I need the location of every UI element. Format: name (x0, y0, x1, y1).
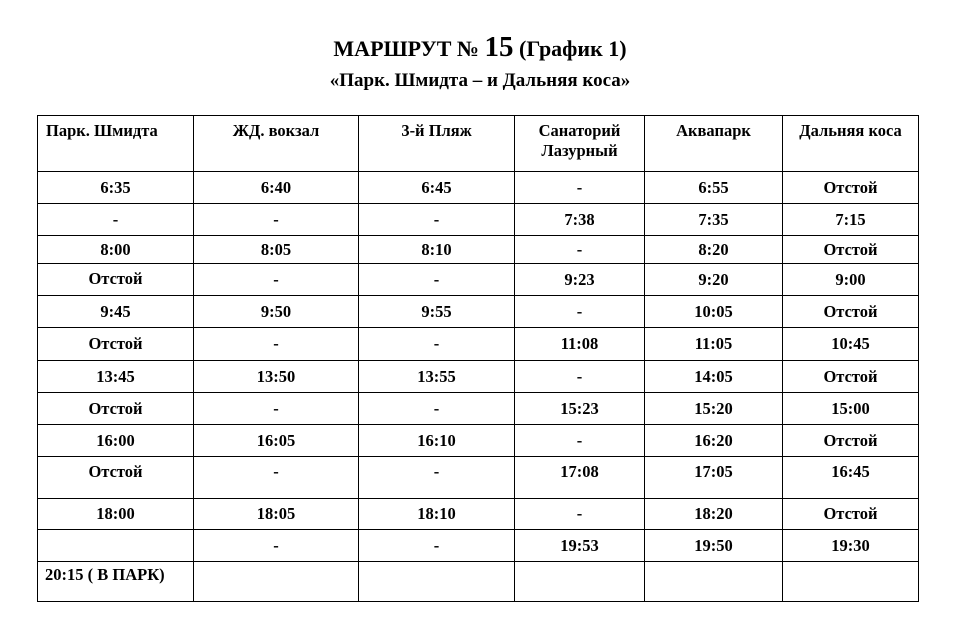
table-row (38, 264, 919, 296)
table-cell: - (359, 264, 515, 296)
table-cell: Отстой (38, 393, 194, 425)
table-cell: 6:55 (645, 172, 783, 204)
table-cell: - (515, 236, 645, 264)
table-cell: 9:45 (38, 296, 194, 328)
table-cell: 9:00 (783, 264, 919, 296)
table-cell: 13:50 (194, 361, 359, 393)
table-cell: - (194, 328, 359, 361)
table-row (38, 296, 919, 328)
column-header: Аквапарк (645, 116, 783, 172)
table-cell: 19:50 (645, 530, 783, 562)
table-cell: 6:35 (38, 172, 194, 204)
table-cell: 10:05 (645, 296, 783, 328)
table-cell: 18:05 (194, 499, 359, 530)
table-cell: 16:05 (194, 425, 359, 457)
table-cell: 9:23 (515, 264, 645, 296)
table-row (38, 236, 919, 264)
table-row (38, 361, 919, 393)
table-row (38, 393, 919, 425)
table-cell: - (359, 328, 515, 361)
table-cell: Отстой (783, 499, 919, 530)
table-cell: - (194, 393, 359, 425)
table-cell: 14:05 (645, 361, 783, 393)
table-cell (645, 562, 783, 602)
table-cell: 17:05 (645, 457, 783, 499)
route-title-prefix: МАРШРУТ № (333, 36, 485, 61)
route-number: 15 (484, 31, 514, 63)
column-header: ЖД. вокзал (194, 116, 359, 172)
table-cell: - (38, 204, 194, 236)
column-header: 3-й Пляж (359, 116, 515, 172)
table-cell: - (359, 457, 515, 499)
table-cell: Отстой (783, 296, 919, 328)
table-cell: 13:55 (359, 361, 515, 393)
table-cell: Отстой (783, 425, 919, 457)
table-row (38, 499, 919, 530)
table-cell: - (359, 204, 515, 236)
table-cell: 7:38 (515, 204, 645, 236)
column-header: Парк. Шмидта (38, 116, 194, 172)
table-cell: Отстой (38, 457, 194, 499)
table-cell: Отстой (783, 361, 919, 393)
table-cell: 8:10 (359, 236, 515, 264)
table-cell: - (359, 530, 515, 562)
table-cell: Отстой (783, 172, 919, 204)
header-row (38, 116, 919, 172)
table-cell: 17:08 (515, 457, 645, 499)
table-cell: 9:20 (645, 264, 783, 296)
table-cell: 7:15 (783, 204, 919, 236)
table-cell: - (515, 296, 645, 328)
table-row (38, 562, 919, 602)
table-cell: 16:45 (783, 457, 919, 499)
route-subtitle: «Парк. Шмидта – и Дальняя коса» (329, 70, 631, 91)
table-cell: 18:10 (359, 499, 515, 530)
column-header: Санаторий Лазурный (515, 116, 645, 172)
route-title (0, 30, 960, 66)
table-cell (38, 530, 194, 562)
table-cell: - (515, 361, 645, 393)
schedule-table (37, 115, 919, 602)
table-cell: 18:20 (645, 499, 783, 530)
table-cell: 6:40 (194, 172, 359, 204)
table-cell: 10:45 (783, 328, 919, 361)
table-row (38, 172, 919, 204)
table-cell: - (515, 425, 645, 457)
table-cell: 6:45 (359, 172, 515, 204)
table-cell: Отстой (38, 264, 194, 296)
table-cell: - (194, 264, 359, 296)
table-cell: 15:00 (783, 393, 919, 425)
table-cell (194, 562, 359, 602)
schedule-label: (График 1) (513, 36, 627, 61)
table-cell: Отстой (38, 328, 194, 361)
table-cell: 8:00 (38, 236, 194, 264)
table-cell: 11:05 (645, 328, 783, 361)
table-cell: - (194, 530, 359, 562)
table-cell: 8:20 (645, 236, 783, 264)
table-row (38, 204, 919, 236)
table-row (38, 530, 919, 562)
table-cell: - (515, 499, 645, 530)
table-cell: 15:23 (515, 393, 645, 425)
table-row (38, 425, 919, 457)
table-cell: 8:05 (194, 236, 359, 264)
table-cell: 15:20 (645, 393, 783, 425)
table-cell: 19:53 (515, 530, 645, 562)
table-cell: - (515, 172, 645, 204)
table-cell (515, 562, 645, 602)
table-cell (359, 562, 515, 602)
table-row (38, 457, 919, 499)
table-cell: 20:15 ( В ПАРК) (38, 562, 194, 602)
table-cell: 16:00 (38, 425, 194, 457)
table-cell: - (359, 393, 515, 425)
table-cell: 18:00 (38, 499, 194, 530)
table-cell: 16:20 (645, 425, 783, 457)
table-cell: 9:55 (359, 296, 515, 328)
table-cell: - (194, 457, 359, 499)
table-cell: 16:10 (359, 425, 515, 457)
table-cell: 11:08 (515, 328, 645, 361)
table-cell: Отстой (783, 236, 919, 264)
table-cell: 13:45 (38, 361, 194, 393)
column-header: Дальняя коса (783, 116, 919, 172)
table-cell: - (194, 204, 359, 236)
table-cell (783, 562, 919, 602)
table-cell: 9:50 (194, 296, 359, 328)
table-cell: 7:35 (645, 204, 783, 236)
table-row (38, 328, 919, 361)
table-cell: 19:30 (783, 530, 919, 562)
